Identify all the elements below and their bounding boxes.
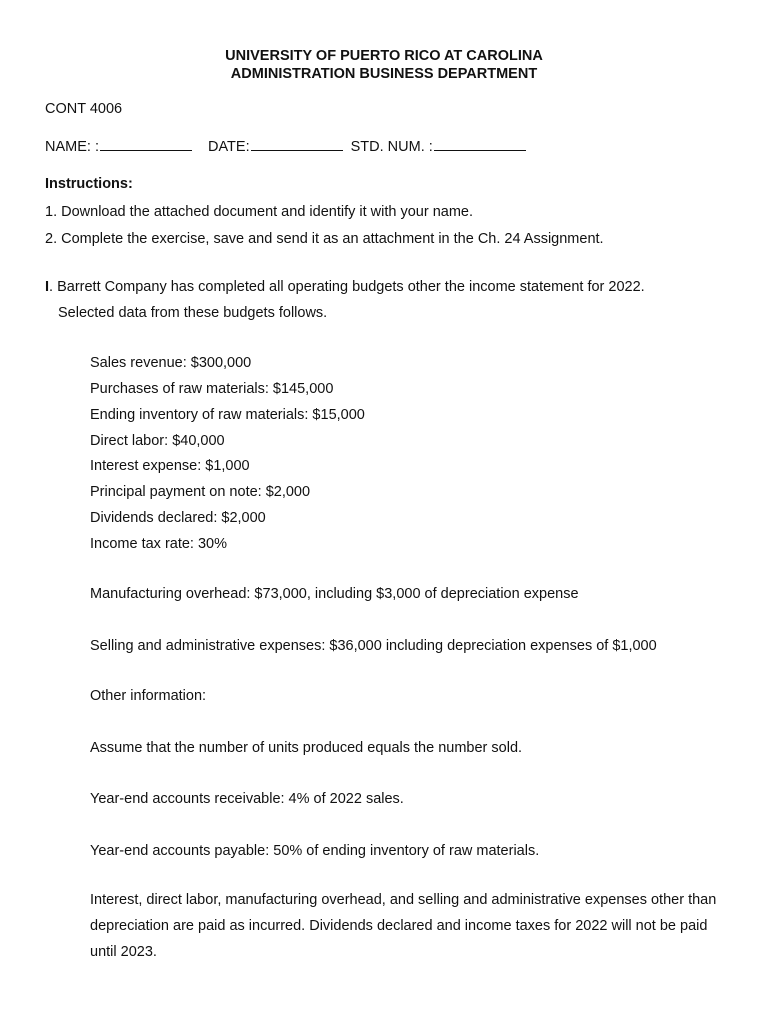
problem-intro (45, 278, 645, 296)
data-item: Direct labor: $40,000 (90, 433, 225, 449)
instructions-heading: Instructions: (45, 176, 133, 192)
data-item: Interest expense: $1,000 (90, 458, 250, 474)
date-field[interactable] (208, 136, 343, 156)
student-number-label: STD. NUM. : (350, 139, 433, 155)
student-number-field[interactable] (351, 136, 526, 156)
data-item: Principal payment on note: $2,000 (90, 484, 311, 500)
overhead-text: Manufacturing overhead: $73,000, including $3,000 of depreciation expense (90, 586, 579, 602)
instruction-item: 2. Complete the exercise, save and send it as an attachment in the Ch. 24 Assignment. (45, 231, 604, 247)
payments-paragraph: Interest, direct labor, manufacturing overhead, and selling and administrative expenses other than depreciation are paid as incurred. Dividends declared and income taxes for 2022 will not be paid until 2023. (90, 892, 717, 960)
data-item: Sales revenue: $300,000 (90, 355, 252, 371)
department-title: ADMINISTRATION BUSINESS DEPARTMENT (230, 66, 538, 82)
problem-number: I (45, 279, 50, 295)
data-item: Ending inventory of raw materials: $15,000 (90, 407, 365, 423)
data-item: Income tax rate: 30% (90, 536, 228, 552)
instruction-item: 1. Download the attached document and identify it with your name. (45, 204, 474, 220)
data-item: Purchases of raw materials: $145,000 (90, 381, 334, 397)
student-info-row (45, 136, 526, 156)
name-field[interactable] (45, 136, 192, 156)
name-blank[interactable] (100, 136, 192, 151)
problem-intro-continued: Selected data from these budgets follows. (58, 305, 328, 321)
payable-text: Year-end accounts payable: 50% of ending inventory of raw materials. (90, 843, 540, 859)
units-text: Assume that the number of units produced equals the number sold. (90, 740, 523, 756)
problem-intro-text: . Barrett Company has completed all operating budgets other the income statement for 2022. (49, 279, 645, 295)
selling-admin-text: Selling and administrative expenses: $36,000 including depreciation expenses of $1,000 (90, 638, 657, 654)
student-number-blank[interactable] (434, 136, 526, 151)
receivable-text: Year-end accounts receivable: 4% of 2022 sales. (90, 791, 404, 807)
course-code: CONT 4006 (45, 101, 123, 117)
date-label: DATE: (207, 139, 250, 155)
other-info-heading: Other information: (90, 688, 207, 704)
university-title: UNIVERSITY OF PUERTO RICO AT CAROLINA (225, 48, 543, 64)
name-label: NAME: : (45, 139, 99, 155)
date-blank[interactable] (251, 136, 343, 151)
data-item: Dividends declared: $2,000 (90, 510, 266, 526)
